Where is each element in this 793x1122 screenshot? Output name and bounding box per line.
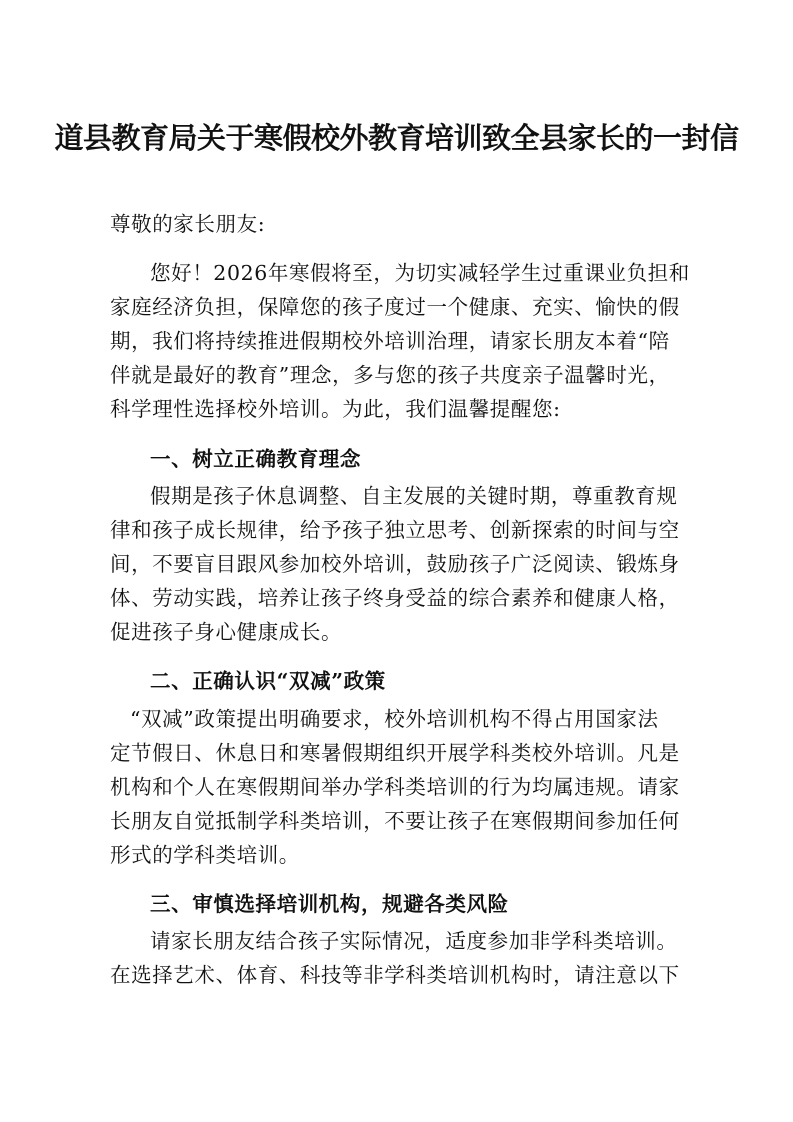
section-heading-2: 二、正确认识“双减”政策 [150,669,386,693]
paragraph-line: 体、劳动实践，培养让孩子终身受益的综合素养和健康人格， [110,586,680,610]
paragraph-line: 形式的学科类培训。 [110,843,300,867]
paragraph-line: 律和孩子成长规律，给予孩子独立思考、创新探索的时间与空 [110,518,680,542]
section-heading-1: 一、树立正确教育理念 [150,447,361,471]
letter-title: 道县教育局关于寒假校外教育培训致全县家长的一封信 [54,121,739,155]
paragraph-line: 家庭经济负担，保障您的孩子度过一个健康、充实、愉快的假 [110,295,680,319]
paragraph-line: 假期是孩子休息调整、自主发展的关键时期，尊重教育规 [150,484,678,508]
intro-paragraph [110,256,690,426]
section-3-paragraph [110,924,690,992]
paragraph-line: 期，我们将持续推进假期校外培训治理，请家长朋友本着“陪 [110,329,670,353]
paragraph-line: 长朋友自觉抵制学科类培训，不要让孩子在寒假期间参加任何 [110,809,680,833]
section-2-paragraph [110,702,690,872]
paragraph-line: “双减”政策提出明确要求，校外培训机构不得占用国家法 [130,707,659,731]
paragraph-line: 科学理性选择校外培训。为此，我们温馨提醒您: [110,397,561,421]
salutation: 尊敬的家长朋友: [110,212,266,236]
paragraph-line: 在选择艺术、体育、科技等非学科类培训机构时，请注意以下 [110,963,680,987]
paragraph-line: 促进孩子身心健康成长。 [110,620,343,644]
paragraph-line: 机构和个人在寒假期间举办学科类培训的行为均属违规。请家 [110,775,680,799]
paragraph-line: 伴就是最好的教育”理念，多与您的孩子共度亲子温馨时光， [110,363,670,387]
section-heading-3: 三、审慎选择培训机构，规避各类风险 [150,892,509,916]
paragraph-line: 间，不要盲目跟风参加校外培训，鼓励孩子广泛阅读、锻炼身 [110,552,680,576]
section-1-paragraph [110,479,690,649]
paragraph-line: 定节假日、休息日和寒暑假期组织开展学科类校外培训。凡是 [110,741,680,765]
paragraph-line: 请家长朋友结合孩子实际情况，适度参加非学科类培训。 [150,929,678,953]
paragraph-line: 您好！2026年寒假将至，为切实减轻学生过重课业负担和 [150,261,690,285]
